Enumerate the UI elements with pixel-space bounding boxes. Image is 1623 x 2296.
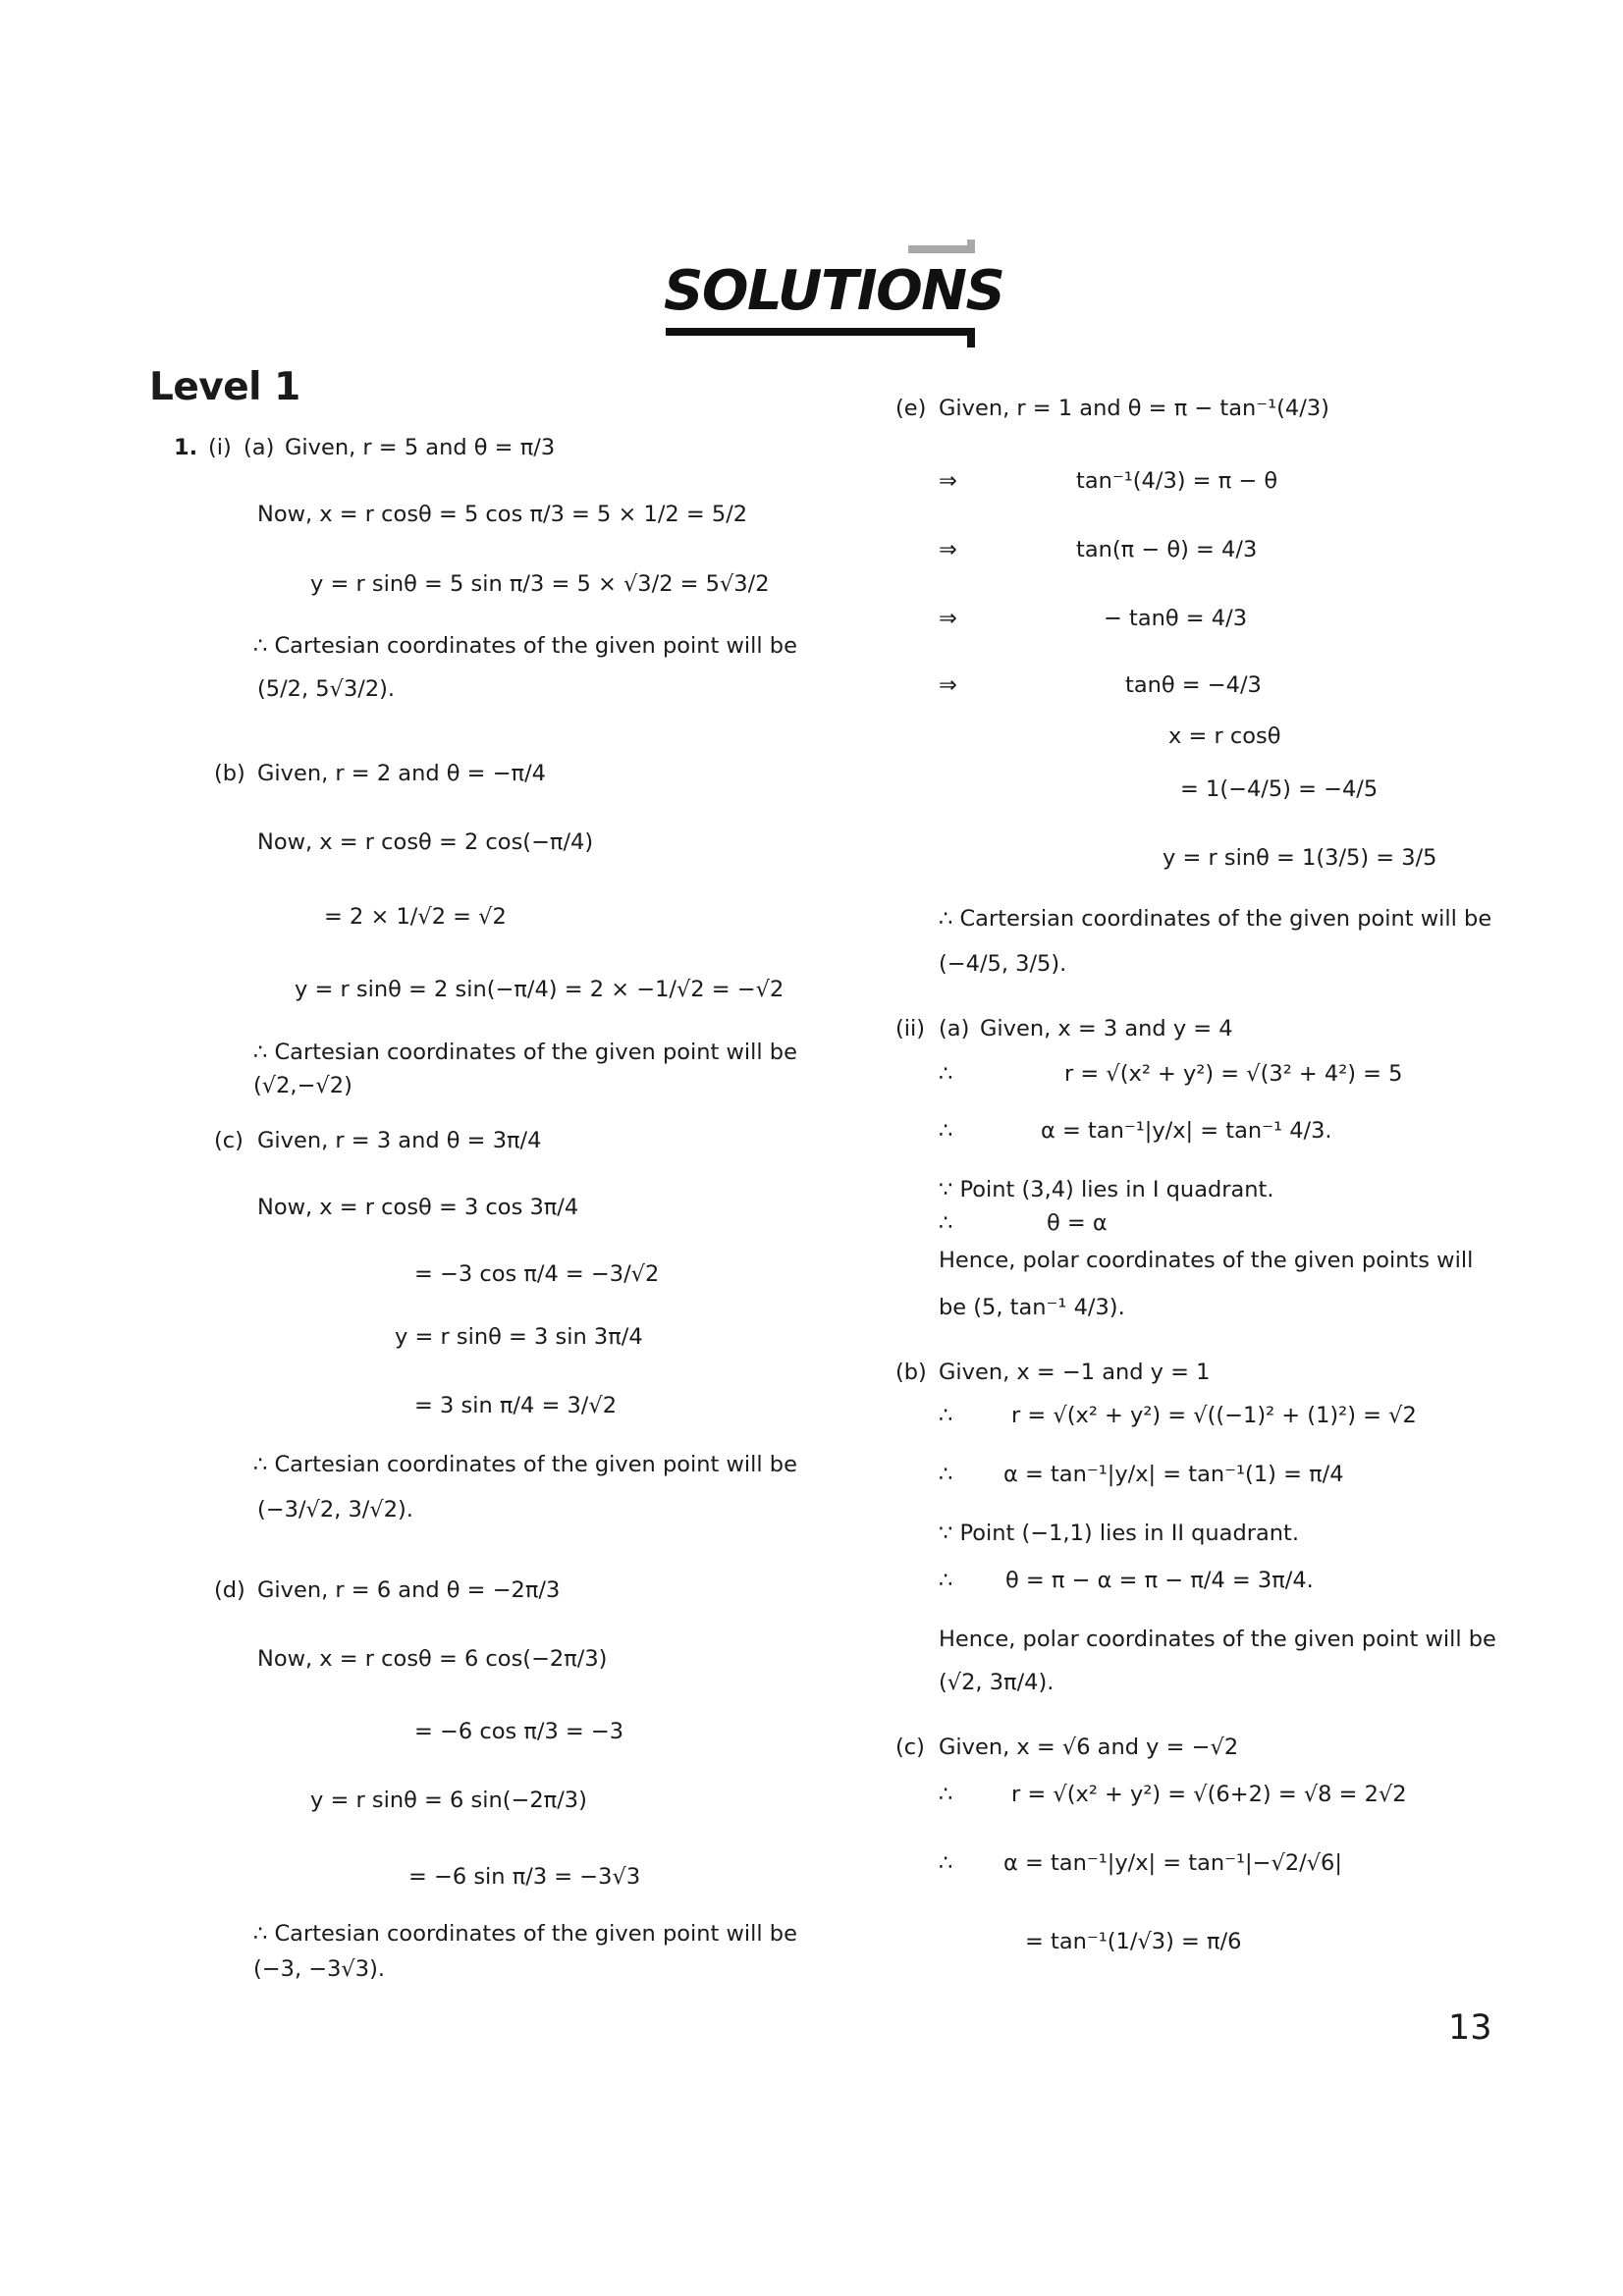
part-ii-a-alpha: α = tan⁻¹|y/x| = tan⁻¹ 4/3. xyxy=(1041,1118,1332,1144)
page-title: SOLUTIONS xyxy=(664,259,1004,323)
part-ii-a-theta: θ = α xyxy=(1047,1210,1108,1236)
part-a-conclusion: ∴ Cartesian coordinates of the given point will be xyxy=(253,633,797,659)
part-ii-b-quadrant: ∵ Point (−1,1) lies in II quadrant. xyxy=(939,1521,1300,1546)
part-e-label: (e) xyxy=(895,396,927,421)
part-d-y1: y = r sinθ = 6 sin(−2π/3) xyxy=(310,1788,587,1813)
heading-decor-top-bar xyxy=(908,245,975,253)
part-ii-c-r: r = √(x² + y²) = √(6+2) = √8 = 2√2 xyxy=(1011,1782,1407,1807)
part-c-given: Given, r = 3 and θ = 3π/4 xyxy=(257,1128,542,1153)
part-d-x1: Now, x = r cosθ = 6 cos(−2π/3) xyxy=(257,1646,608,1672)
part-ii-b-theta: θ = π − α = π − π/4 = 3π/4. xyxy=(1005,1568,1314,1593)
part-a-label: (a) xyxy=(243,435,275,460)
implies-symbol-1: ⇒ xyxy=(939,468,957,494)
part-d-label: (d) xyxy=(214,1577,245,1603)
part-a-given: Given, r = 5 and θ = π/3 xyxy=(285,435,556,460)
therefore-symbol-7: ∴ xyxy=(939,1782,953,1807)
implies-symbol-2: ⇒ xyxy=(939,537,957,562)
part-d-y2: = −6 sin π/3 = −3√3 xyxy=(408,1864,641,1890)
heading-decor-bottom xyxy=(967,328,975,347)
part-d-x2: = −6 cos π/3 = −3 xyxy=(414,1719,624,1744)
part-d-given: Given, r = 6 and θ = −2π/3 xyxy=(257,1577,561,1603)
part-b-point: (√2,−√2) xyxy=(253,1073,352,1098)
part-ii-a-quadrant: ∵ Point (3,4) lies in I quadrant. xyxy=(939,1177,1274,1202)
part-e-step-3: − tanθ = 4/3 xyxy=(1104,606,1248,631)
part-b-y: y = r sinθ = 2 sin(−π/4) = 2 × −1/√2 = −√2 xyxy=(295,977,784,1002)
part-e-conclusion: ∴ Cartersian coordinates of the given point will be xyxy=(939,906,1492,932)
part-b-label: (b) xyxy=(214,761,245,786)
part-c-x2: = −3 cos π/4 = −3/√2 xyxy=(414,1261,660,1287)
heading-underline xyxy=(666,328,974,336)
part-b-x1: Now, x = r cosθ = 2 cos(−π/4) xyxy=(257,829,594,855)
question-number: 1. xyxy=(174,435,198,460)
part-ii-a-point: be (5, tan⁻¹ 4/3). xyxy=(939,1295,1125,1320)
part-e-point: (−4/5, 3/5). xyxy=(939,951,1067,977)
part-ii-b-point: (√2, 3π/4). xyxy=(939,1670,1055,1695)
part-ii-a-given: Given, x = 3 and y = 4 xyxy=(980,1016,1233,1041)
implies-symbol-4: ⇒ xyxy=(939,672,957,698)
part-e-step-1: tan⁻¹(4/3) = π − θ xyxy=(1076,468,1278,494)
part-c-x1: Now, x = r cosθ = 3 cos 3π/4 xyxy=(257,1195,579,1220)
part-c-point: (−3/√2, 3/√2). xyxy=(257,1497,413,1522)
part-e-given: Given, r = 1 and θ = π − tan⁻¹(4/3) xyxy=(939,396,1329,421)
therefore-symbol-6: ∴ xyxy=(939,1568,953,1593)
part-ii-b-conclusion: Hence, polar coordinates of the given point will be xyxy=(939,1627,1496,1652)
part-e-x2: = 1(−4/5) = −4/5 xyxy=(1180,776,1379,802)
solutions-heading-block xyxy=(664,240,1004,355)
part-e-step-4: tanθ = −4/3 xyxy=(1125,672,1262,698)
part-c-y2: = 3 sin π/4 = 3/√2 xyxy=(414,1393,618,1418)
part-ii-a-r: r = √(x² + y²) = √(3² + 4²) = 5 xyxy=(1064,1061,1403,1087)
part-b-x2: = 2 × 1/√2 = √2 xyxy=(324,904,507,930)
part-ii-label: (ii) xyxy=(895,1016,926,1041)
part-ii-b-r: r = √(x² + y²) = √((−1)² + (1)²) = √2 xyxy=(1011,1403,1417,1428)
part-e-x1: x = r cosθ xyxy=(1168,723,1281,749)
part-a-point: (5/2, 5√3/2). xyxy=(257,676,396,702)
part-a-y: y = r sinθ = 5 sin π/3 = 5 × √3/2 = 5√3/2 xyxy=(310,571,770,597)
part-d-point: (−3, −3√3). xyxy=(253,1956,386,1982)
part-c-label: (c) xyxy=(214,1128,243,1153)
part-i-label: (i) xyxy=(208,435,232,460)
part-ii-b-label: (b) xyxy=(895,1360,927,1385)
therefore-symbol-4: ∴ xyxy=(939,1403,953,1428)
part-ii-c-alpha: α = tan⁻¹|y/x| = tan⁻¹|−√2/√6| xyxy=(1003,1850,1342,1876)
part-ii-a-label: (a) xyxy=(939,1016,970,1041)
part-ii-b-given: Given, x = −1 and y = 1 xyxy=(939,1360,1211,1385)
level-heading: Level 1 xyxy=(149,365,300,409)
part-e-y: y = r sinθ = 1(3/5) = 3/5 xyxy=(1163,845,1437,871)
part-e-step-2: tan(π − θ) = 4/3 xyxy=(1076,537,1258,562)
part-ii-c-alpha-2: = tan⁻¹(1/√3) = π/6 xyxy=(1025,1929,1242,1954)
therefore-symbol-5: ∴ xyxy=(939,1462,953,1487)
part-c-y1: y = r sinθ = 3 sin 3π/4 xyxy=(395,1324,643,1350)
therefore-symbol-3: ∴ xyxy=(939,1210,953,1236)
part-ii-c-given: Given, x = √6 and y = −√2 xyxy=(939,1735,1239,1760)
implies-symbol-3: ⇒ xyxy=(939,606,957,631)
therefore-symbol-1: ∴ xyxy=(939,1061,953,1087)
part-ii-a-conclusion: Hence, polar coordinates of the given points will xyxy=(939,1248,1474,1273)
part-ii-c-label: (c) xyxy=(895,1735,925,1760)
part-b-given: Given, r = 2 and θ = −π/4 xyxy=(257,761,546,786)
part-d-conclusion: ∴ Cartesian coordinates of the given point will be xyxy=(253,1921,797,1947)
therefore-symbol-2: ∴ xyxy=(939,1118,953,1144)
page-number: 13 xyxy=(1448,2008,1492,2048)
part-ii-b-alpha: α = tan⁻¹|y/x| = tan⁻¹(1) = π/4 xyxy=(1003,1462,1344,1487)
part-a-x: Now, x = r cosθ = 5 cos π/3 = 5 × 1/2 = 5/2 xyxy=(257,502,748,527)
therefore-symbol-8: ∴ xyxy=(939,1850,953,1876)
part-c-conclusion: ∴ Cartesian coordinates of the given point will be xyxy=(253,1452,797,1477)
part-b-conclusion: ∴ Cartesian coordinates of the given point will be xyxy=(253,1040,797,1065)
